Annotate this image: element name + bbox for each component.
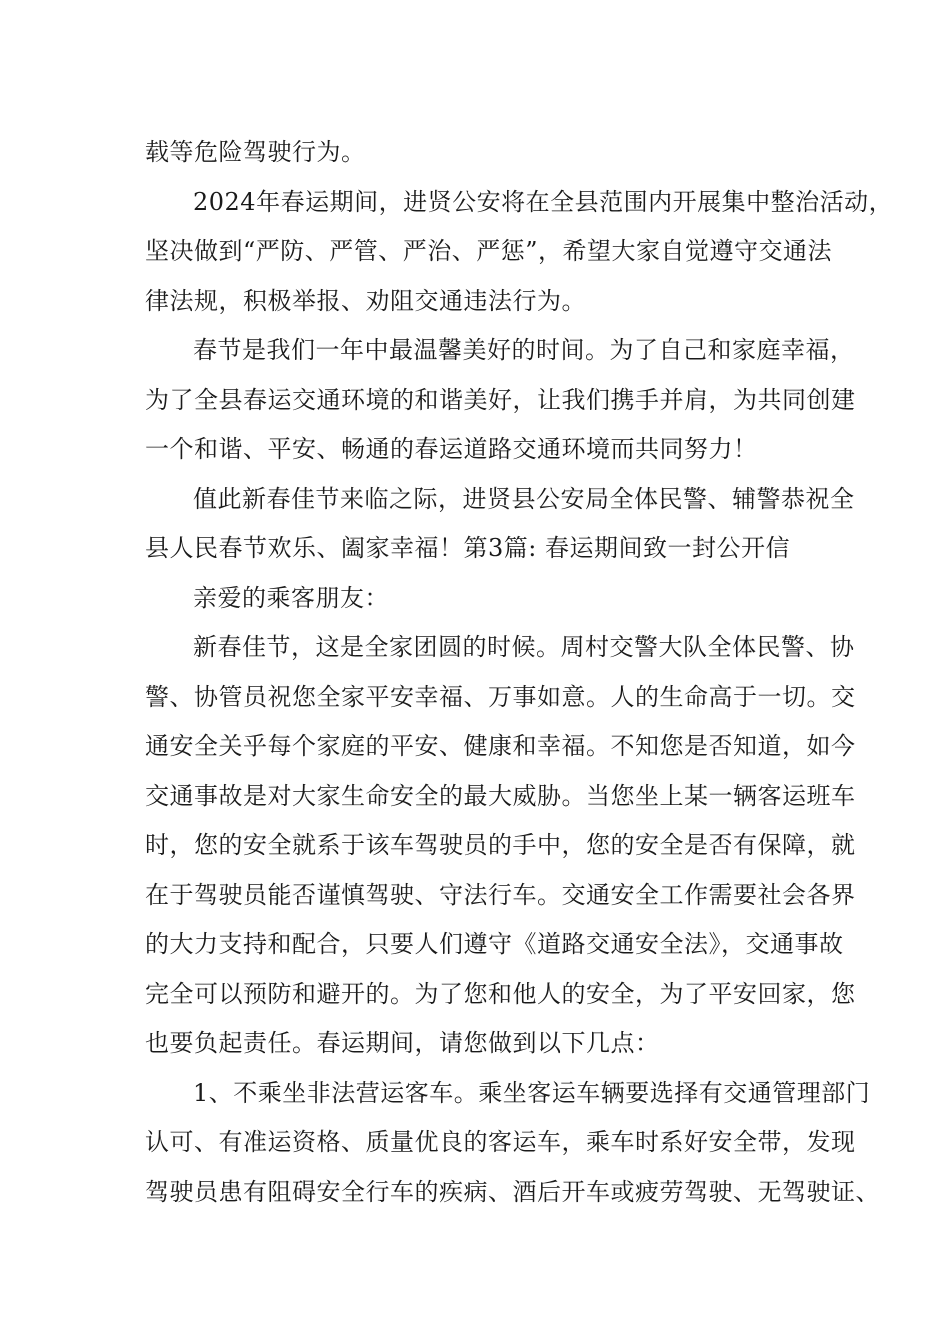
- text-line: 在于驾驶员能否谨慎驾驶、守法行车。交通安全工作需要社会各界: [145, 880, 856, 909]
- text-line: 通安全关乎每个家庭的平安、健康和幸福。不知您是否知道，如今: [145, 732, 856, 760]
- text-line: 一个和谐、平安、畅通的春运道路交通环境而共同努力！: [145, 435, 758, 463]
- salutation: 亲爱的乘客朋友：: [193, 583, 389, 612]
- text-line: 县人民春节欢乐、阖家幸福！第3篇: 春运期间致一封公开信: [145, 534, 790, 562]
- text-line: 的大力支持和配合，只要人们遵守《道路交通安全法》，交通事故: [145, 930, 844, 958]
- text-line: 警、协管员祝您全家平安幸福、万事如意。人的生命高于一切。交: [145, 682, 856, 711]
- text-line: 值此新春佳节来临之际，进贤县公安局全体民警、辅警恭祝全: [193, 484, 855, 513]
- text-line: 为了全县春运交通环境的和谐美好，让我们携手并肩，为共同创建: [145, 385, 856, 414]
- text-line: 律法规，积极举报、劝阻交通违法行为。: [145, 286, 586, 315]
- text-line: 交通事故是对大家生命安全的最大威胁。当您坐上某一辆客运班车: [145, 781, 856, 810]
- text-line: 春节是我们一年中最温馨美好的时间。为了自己和家庭幸福，: [193, 336, 855, 364]
- text-line: 也要负起责任。春运期间，请您做到以下几点：: [145, 1029, 660, 1057]
- text-line: 完全可以预防和避开的。为了您和他人的安全，为了平安回家，您: [145, 979, 856, 1008]
- text-line: 2024年春运期间，进贤公安将在全县范围内开展集中整治活动，: [193, 187, 894, 216]
- text-line: 新春佳节，这是全家团圆的时候。周村交警大队全体民警、协: [193, 633, 855, 661]
- text-line: 载等危险驾驶行为。: [145, 138, 366, 166]
- text-line: 1、不乘坐非法营运客车。乘坐客运车辆要选择有交通管理部门: [193, 1078, 871, 1107]
- text-line: 坚决做到“严防、严管、严治、严惩”，希望大家自觉遵守交通法: [145, 237, 833, 265]
- document-body: [145, 128, 894, 1217]
- text-line: 认可、有准运资格、质量优良的客运车，乘车时系好安全带，发现: [145, 1128, 856, 1156]
- text-line: 驾驶员患有阻碍安全行车的疾病、酒后开车或疲劳驾驶、无驾驶证、: [145, 1177, 880, 1206]
- text-line: 时，您的安全就系于该车驾驶员的手中，您的安全是否有保障，就: [145, 831, 856, 859]
